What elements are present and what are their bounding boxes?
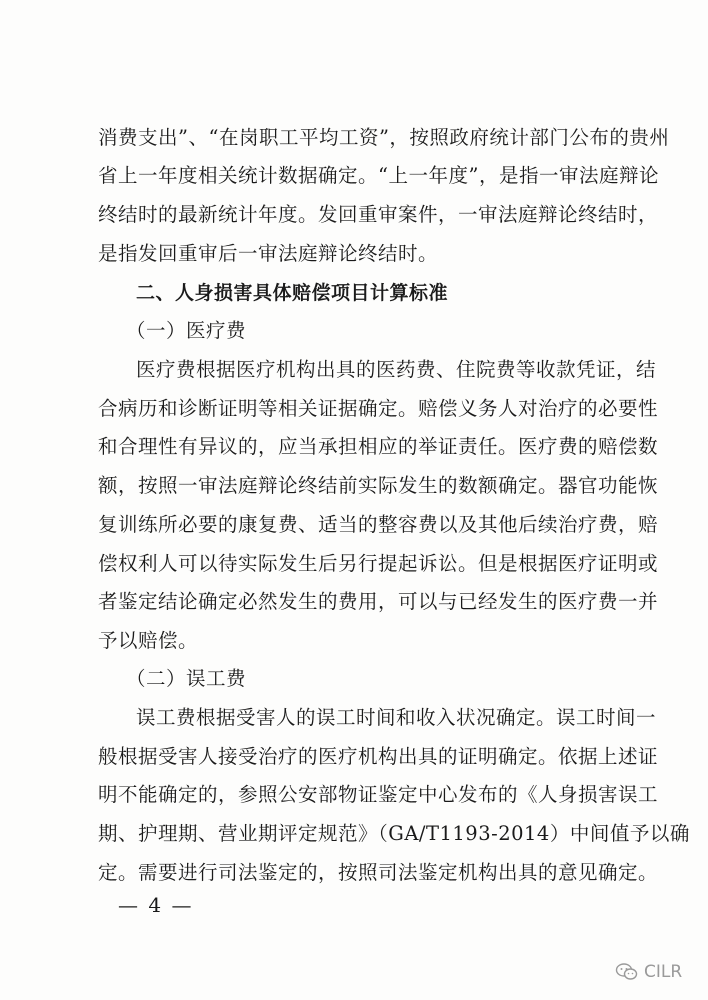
paragraph-3-line-5: 定。需要进行司法鉴定的，按照司法鉴定机构出具的意见确定。	[98, 861, 659, 884]
paragraph-3-line-1: 误工费根据受害人的误工时间和收入状况确定。误工时间一	[136, 706, 657, 729]
paragraph-1-line-3: 终结时的最新统计年度。发回重审案件，一审法庭辩论终结时，	[98, 203, 659, 226]
paragraph-1-line-1: 消费支出”、“在岗职工平均工资”，按照政府统计部门公布的贵州	[98, 126, 670, 149]
subsection-1-heading: （一）医疗费	[126, 319, 247, 342]
paragraph-3-line-4: 期、护理期、营业期评定规范》（GA/T1193-2014）中间值予以确	[98, 822, 690, 845]
paragraph-2-line-1: 医疗费根据医疗机构出具的医药费、住院费等收款凭证，结	[136, 358, 657, 381]
paragraph-2-line-2: 合病历和诊断证明等相关证据确定。赔偿义务人对治疗的必要性	[98, 397, 659, 420]
paragraph-1-line-4: 是指发回重审后一审法庭辩论终结时。	[98, 242, 439, 265]
section-heading: 二、人身损害具体赔偿项目计算标准	[136, 282, 449, 304]
page-number: — 4 —	[118, 893, 194, 917]
paragraph-2-line-3: 和合理性有异议的，应当承担相应的举证责任。医疗费的赔偿数	[98, 435, 659, 458]
wechat-icon	[616, 963, 638, 981]
paragraph-2-line-8: 予以赔偿。	[98, 629, 199, 652]
watermark-text: CILR	[644, 962, 683, 982]
paragraph-2-line-4: 额，按照一审法庭辩论终结前实际发生的数额确定。器官功能恢	[98, 474, 659, 497]
paragraph-2-line-7: 者鉴定结论确定必然发生的费用，可以与已经发生的医疗费一并	[98, 590, 659, 613]
watermark	[616, 962, 682, 982]
paragraph-2-line-6: 偿权利人可以待实际发生后另行提起诉讼。但是根据医疗证明或	[98, 552, 659, 575]
paragraph-3-line-2: 般根据受害人接受治疗的医疗机构出具的证明确定。依据上述证	[98, 745, 659, 768]
paragraph-2-line-5: 复训练所必要的康复费、适当的整容费以及其他后续治疗费，赔	[98, 513, 659, 536]
paragraph-3-line-3: 明不能确定的，参照公安部物证鉴定中心发布的《人身损害误工	[98, 783, 659, 806]
paragraph-1-line-2: 省上一年度相关统计数据确定。“上一年度”，是指一审法庭辩论	[98, 164, 659, 187]
subsection-2-heading: （二）误工费	[126, 667, 247, 690]
